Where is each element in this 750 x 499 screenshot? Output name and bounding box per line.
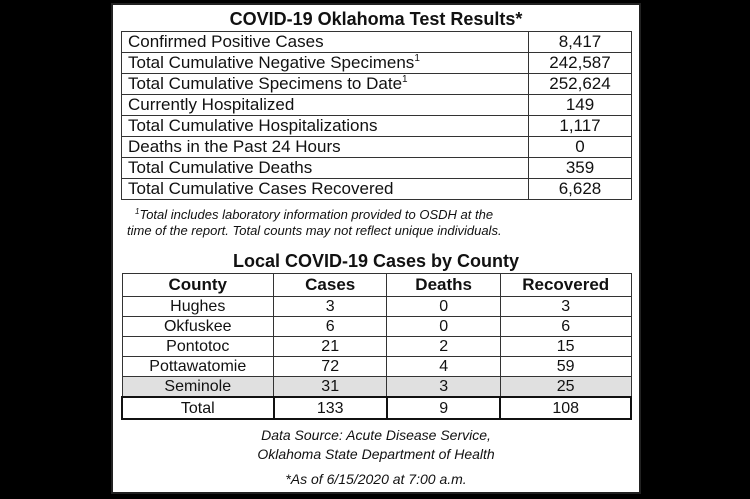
results-label <box>122 158 529 179</box>
county-recovered: 3 <box>500 297 631 317</box>
results-row <box>122 53 632 74</box>
county-cases: 6 <box>274 317 387 337</box>
county-deaths: 0 <box>387 317 500 337</box>
results-label-text: Total Cumulative Cases Recovered <box>128 179 394 198</box>
footnote-ref: 1 <box>414 53 420 64</box>
results-value: 0 <box>529 137 632 158</box>
total-deaths: 9 <box>387 397 500 419</box>
data-source-line-1: Data Source: Acute Disease Service, <box>261 427 491 443</box>
county-deaths: 3 <box>387 377 500 398</box>
county-cases: 31 <box>274 377 387 398</box>
results-label-text: Total Cumulative Specimens to Date <box>128 74 403 93</box>
county-name: Seminole <box>122 377 274 398</box>
results-value: 359 <box>529 158 632 179</box>
as-of-date: *As of 6/15/2020 at 7:00 a.m. <box>285 471 467 487</box>
results-value: 252,624 <box>529 74 632 95</box>
footnote-line-2: time of the report. Total counts may not reflect unique individuals. <box>127 223 502 238</box>
header-cases: Cases <box>274 274 387 297</box>
county-row <box>122 337 631 357</box>
results-label-text: Total Cumulative Deaths <box>128 158 313 177</box>
county-table <box>121 273 632 420</box>
results-label <box>122 116 529 137</box>
county-deaths: 2 <box>387 337 500 357</box>
footnote <box>127 207 627 239</box>
county-recovered: 15 <box>500 337 631 357</box>
total-label: Total <box>122 397 274 419</box>
results-label <box>122 95 529 116</box>
results-row <box>122 137 632 158</box>
results-row <box>122 95 632 116</box>
results-table <box>121 31 632 200</box>
county-row <box>122 317 631 337</box>
county-cases: 72 <box>274 357 387 377</box>
results-row <box>122 74 632 95</box>
header-county: County <box>122 274 274 297</box>
data-source <box>113 426 639 464</box>
county-recovered: 59 <box>500 357 631 377</box>
results-value: 1,117 <box>529 116 632 137</box>
results-row <box>122 32 632 53</box>
county-name: Hughes <box>122 297 274 317</box>
results-label-text: Deaths in the Past 24 Hours <box>128 137 341 156</box>
results-label <box>122 179 529 200</box>
results-value: 6,628 <box>529 179 632 200</box>
total-recovered: 108 <box>500 397 631 419</box>
footnote-text-1: Total includes laboratory information provided to OSDH at the <box>139 207 494 222</box>
header-deaths: Deaths <box>387 274 500 297</box>
county-recovered: 6 <box>500 317 631 337</box>
results-label <box>122 32 529 53</box>
county-header-row <box>122 274 631 297</box>
results-label-text: Confirmed Positive Cases <box>128 32 324 51</box>
county-cases: 3 <box>274 297 387 317</box>
footnote-ref: 1 <box>402 74 408 85</box>
results-value: 8,417 <box>529 32 632 53</box>
county-row <box>122 377 631 398</box>
footnote-marker: 1 <box>135 207 140 216</box>
footnote-line-1 <box>127 207 627 223</box>
results-label <box>122 74 529 95</box>
county-title: Local COVID-19 Cases by County <box>232 251 520 271</box>
results-label <box>122 53 529 74</box>
county-deaths: 4 <box>387 357 500 377</box>
county-deaths: 0 <box>387 297 500 317</box>
county-total-row <box>122 397 631 419</box>
results-label-text: Total Cumulative Hospitalizations <box>128 116 378 135</box>
county-name: Pontotoc <box>122 337 274 357</box>
data-source-line-2: Oklahoma State Department of Health <box>257 446 495 462</box>
county-recovered: 25 <box>500 377 631 398</box>
results-title: COVID-19 Oklahoma Test Results* <box>229 9 523 29</box>
county-row <box>122 357 631 377</box>
report-sheet <box>111 3 641 494</box>
header-recovered: Recovered <box>500 274 631 297</box>
county-name: Pottawatomie <box>122 357 274 377</box>
results-value: 149 <box>529 95 632 116</box>
results-value: 242,587 <box>529 53 632 74</box>
results-row <box>122 116 632 137</box>
results-row <box>122 158 632 179</box>
results-label <box>122 137 529 158</box>
total-cases: 133 <box>274 397 387 419</box>
results-row <box>122 179 632 200</box>
results-label-text: Total Cumulative Negative Specimens <box>128 53 415 72</box>
county-cases: 21 <box>274 337 387 357</box>
county-row <box>122 297 631 317</box>
county-name: Okfuskee <box>122 317 274 337</box>
results-label-text: Currently Hospitalized <box>128 95 295 114</box>
